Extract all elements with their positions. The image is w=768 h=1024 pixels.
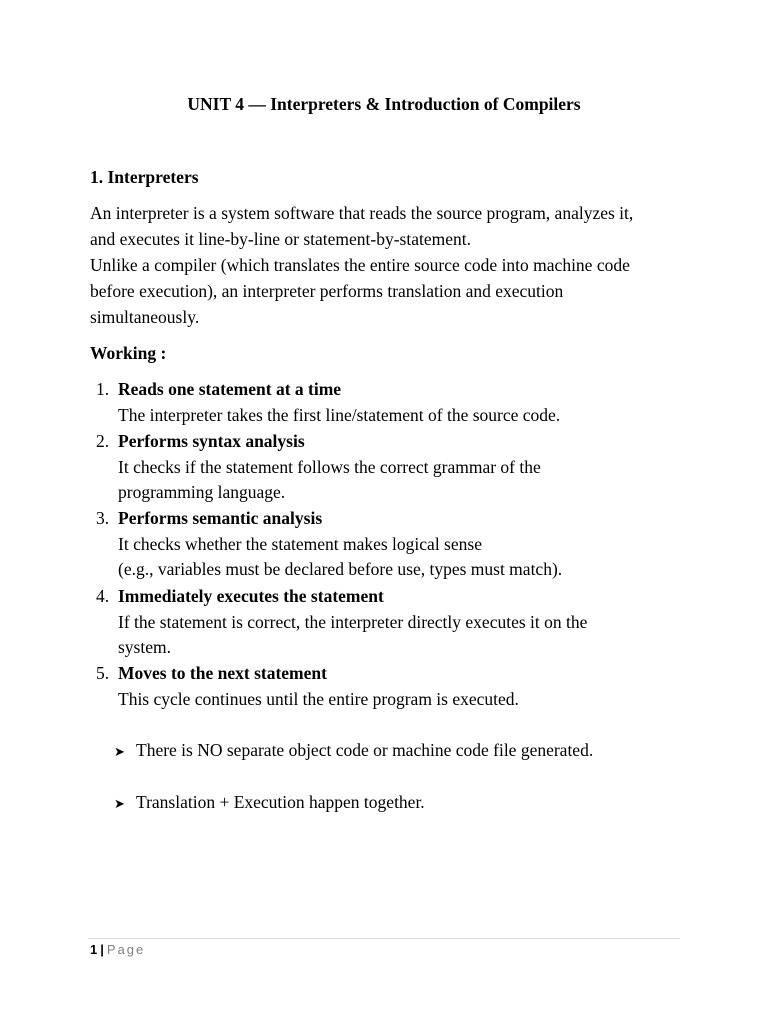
- section-heading: 1. Interpreters: [90, 167, 199, 187]
- bullet-text: Translation + Execution happen together.: [136, 792, 425, 812]
- page-number: 1: [90, 942, 98, 957]
- step-text: (e.g., variables must be declared before use, types must match).: [118, 559, 563, 579]
- bullet-text: There is NO separate object code or machine code file generated.: [136, 740, 594, 760]
- intro-line: An interpreter is a system software that reads the source program, analyzes it,: [90, 203, 634, 223]
- working-label: Working :: [90, 343, 167, 363]
- step-text: It checks if the statement follows the correct grammar of the: [118, 456, 541, 477]
- step-text: This cycle continues until the entire program is executed.: [118, 688, 519, 709]
- page-label: Page: [106, 942, 146, 957]
- step-title: Performs semantic analysis: [118, 508, 323, 528]
- footer-divider: [88, 938, 680, 939]
- step-number: 5.: [96, 663, 110, 683]
- step-text: The interpreter takes the first line/statement of the source code.: [118, 404, 561, 425]
- step-title: Moves to the next statement: [118, 663, 327, 683]
- intro-paragraph: [90, 200, 690, 330]
- arrow-bullet-icon: ➤: [114, 797, 125, 812]
- footer-separator: |: [100, 942, 104, 957]
- step-text: It checks whether the statement makes logical sense: [118, 533, 482, 554]
- page-title: UNIT 4 — Interpreters & Introduction of Compilers: [187, 94, 581, 114]
- page-footer: [90, 942, 145, 958]
- intro-line: and executes it line-by-line or statement-by-statement.: [90, 229, 471, 249]
- intro-line: Unlike a compiler (which translates the entire source code into machine code: [90, 255, 630, 275]
- step-title: Reads one statement at a time: [118, 379, 342, 399]
- intro-line: simultaneously.: [90, 307, 200, 327]
- arrow-bullet-icon: ➤: [114, 745, 125, 760]
- bullet-item: [114, 791, 425, 816]
- step-number: 2.: [96, 431, 110, 451]
- step-title: Immediately executes the statement: [118, 586, 384, 606]
- step-number: 1.: [96, 379, 110, 399]
- step-text: system.: [118, 637, 171, 657]
- step-text: If the statement is correct, the interpreter directly executes it on the: [118, 611, 588, 632]
- step-number: 4.: [96, 586, 110, 606]
- intro-line: before execution), an interpreter performs translation and execution: [90, 281, 564, 301]
- step-number: 3.: [96, 508, 110, 528]
- bullet-item: [114, 739, 593, 764]
- step-title: Performs syntax analysis: [118, 431, 305, 451]
- step-text: programming language.: [118, 482, 286, 502]
